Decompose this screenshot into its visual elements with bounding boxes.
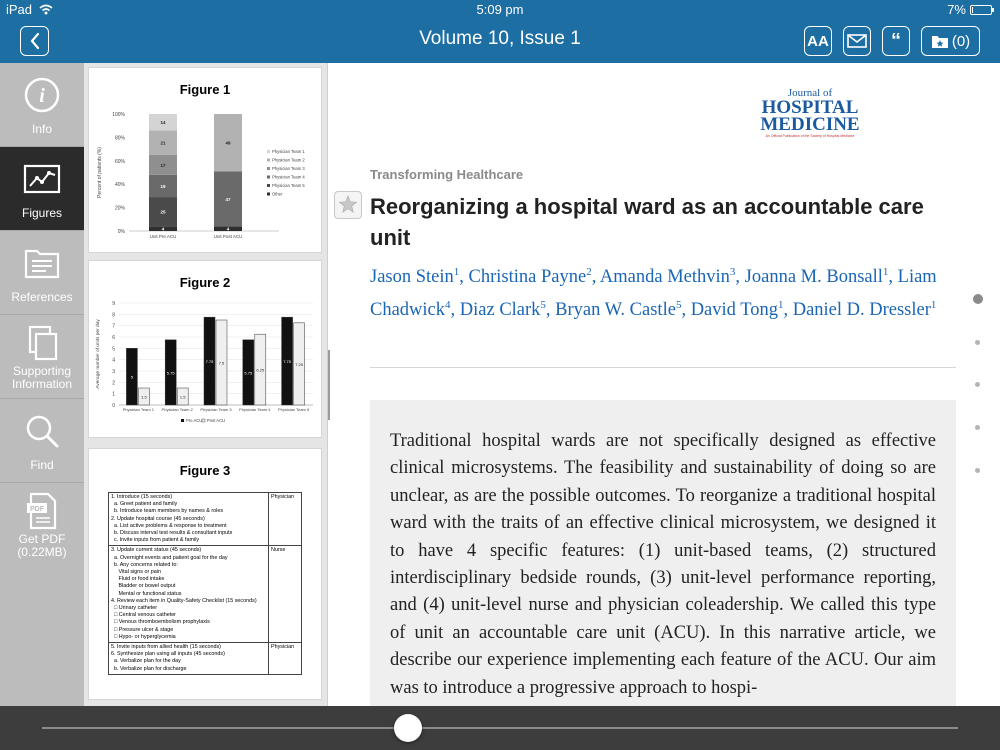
table-line: Fluid or food intake [111, 576, 165, 583]
author-affiliation: 1 [777, 298, 784, 311]
issue-title: Volume 10, Issue 1 [419, 28, 581, 49]
table-row [109, 546, 302, 643]
figure-3-thumbnail[interactable] [88, 448, 322, 700]
svg-text:i: i [39, 85, 45, 107]
y-tick-label: 9 [112, 301, 115, 307]
table-line: 5. Invite inputs from allied health (15 seconds) [111, 644, 221, 651]
data-label: 5.75 [166, 370, 175, 376]
data-label: 5.75 [244, 370, 253, 376]
table-line: Bladder or bowel output [111, 583, 176, 590]
figure-1-chart [89, 104, 321, 254]
page-dot[interactable] [975, 425, 980, 430]
x-tick-label: Unit Pre ACU [149, 234, 177, 239]
logo-line: Journal of [787, 87, 833, 99]
table-line: □ Urinary catheter [111, 605, 158, 612]
divider [370, 367, 956, 368]
x-tick-label: Physician Team 2 [161, 407, 193, 412]
table-line: a. Greet patient and family [111, 501, 178, 508]
pdf-icon [22, 491, 62, 531]
star-icon [335, 192, 361, 218]
font-size-button[interactable] [804, 26, 832, 56]
figure-1-thumbnail[interactable] [88, 67, 322, 253]
figure-2-thumbnail[interactable] [88, 260, 322, 438]
y-tick-label: 20% [114, 205, 125, 212]
y-tick-label: 5 [112, 346, 115, 353]
legend-label: Pre ACU [186, 418, 203, 423]
battery-icon [970, 5, 992, 15]
author-name[interactable]: Daniel D. Dressler$^1$ [792, 298, 937, 320]
data-label: 47 [225, 196, 231, 202]
author-name[interactable]: Liam Chadwick$^4$ [370, 267, 937, 320]
x-tick-label: Physician Team 1 [122, 407, 155, 412]
legend-label: Physician Team 1 [272, 149, 305, 154]
legend-label: Physician Team 3 [272, 166, 305, 171]
x-tick-label: Unit Post ACU [213, 234, 243, 239]
table-line: a. List active problems & response to treatment [111, 522, 227, 529]
abstract-text: Traditional hospital wards are not specifically designed as effective clinical microsystems. The feasibility and sustainability of doing so are unclear, as are the possible outcomes. To reorganize a traditional hospital ward with the traits of an effective clinical microsystem, we designed it to have 4 specific features: (1) unit-based teams, (2) structured interdisciplinary bedside rounds, (3) unit-level performance reporting, and (4) unit-level nurse and physician coleadership. We called this type of unit an accountable care unit (ACU). In this narrative article, we describe our experience implementing each feature of the ACU. Our aim was to introduce a progressive approach to hospi- [390, 431, 936, 698]
y-axis-label: Percent of patients (%) [97, 147, 103, 198]
legend-label: Other [272, 191, 283, 197]
sidebar-item-find[interactable] [0, 399, 84, 483]
legend-swatch [202, 419, 205, 422]
font-size-label: AA [807, 32, 829, 50]
table-line: b. Any concerns related to: [111, 561, 178, 568]
y-tick-label: 80% [114, 135, 125, 142]
author-affiliation: 5 [675, 298, 682, 311]
legend-swatch [267, 167, 270, 170]
page-dot[interactable] [975, 382, 980, 387]
logo-line: MEDICINE [760, 114, 860, 135]
author-name[interactable]: Joanna M. Bonsall$^1$ [744, 266, 889, 288]
legend-label: Physician Team 2 [272, 157, 305, 163]
table-line: □ Central venous catheter [111, 612, 176, 619]
author-name[interactable]: Amanda Methvin$^3$ [599, 266, 736, 288]
sidebar-item-get-pdf[interactable] [0, 483, 84, 567]
y-tick-label: 1 [112, 391, 115, 398]
info-icon [22, 75, 62, 115]
data-label: 7.5 [218, 360, 225, 366]
figure-title: Figure 2 [179, 275, 231, 290]
author-affiliation: 1 [930, 298, 937, 311]
page-dot-active[interactable] [973, 294, 983, 304]
author-name[interactable]: Christina Payne$^2$ [468, 266, 592, 288]
sidebar-item-references[interactable] [0, 231, 84, 315]
supporting-info-icon [22, 323, 62, 363]
author-affiliation: 2 [586, 266, 592, 278]
y-tick-label: 6 [112, 335, 115, 341]
table-line: □ Pressure ulcer & stage [111, 626, 174, 633]
svg-text:PDF: PDF [30, 506, 44, 513]
page-slider-track[interactable] [42, 727, 958, 729]
table-line: 1. Introduce (15 seconds) [111, 494, 173, 500]
logo-line: HOSPITAL [761, 97, 859, 118]
x-tick-label: Physician Team 5 [277, 407, 310, 412]
y-tick-label: 2 [112, 380, 115, 387]
author-name[interactable]: David Tong$^1$ [690, 298, 784, 320]
table-line: □ Hypo- or hyperglycemia [111, 633, 176, 640]
author-affiliation: 3 [729, 266, 736, 278]
table-row [109, 493, 302, 546]
role-cell: Physician [269, 643, 302, 675]
legend-label: Physician Team 4 [272, 174, 305, 180]
y-tick-label: 3 [112, 369, 115, 375]
table-line: Vital signs or pain [111, 569, 161, 576]
author-name[interactable]: Diaz Clark$^5$ [459, 298, 546, 320]
legend-swatch [267, 184, 270, 187]
quote-icon: “ [891, 29, 901, 52]
table-line: b. Verbalize plan for discharge [111, 665, 187, 672]
figure-thumbnails [84, 63, 328, 706]
status-time: 5:09 pm [476, 2, 524, 17]
table-line: 6. Synthesize plan using all inputs (45 seconds) [111, 651, 225, 658]
data-label: 6.25 [256, 367, 265, 373]
author-affiliation: 4 [445, 298, 451, 311]
table-line: □ Venous thromboembolism prophylaxis [111, 619, 210, 626]
data-label: 25 [160, 209, 166, 215]
data-label: 21 [160, 140, 166, 146]
y-tick-label: 0% [117, 229, 125, 235]
legend-swatch [267, 193, 270, 196]
article-view [330, 63, 1000, 706]
y-tick-label: 4 [112, 357, 115, 364]
sidebar-item-supporting-information[interactable] [0, 315, 84, 399]
table-line: a. Verbalize plan for the day [111, 658, 181, 665]
legend-swatch [181, 419, 184, 422]
data-label: 1.5 [141, 394, 147, 400]
status-bar [0, 0, 1000, 20]
journal-logo [760, 87, 860, 139]
data-label: 4 [226, 226, 230, 232]
sidebar-label: Get PDF (0.22MB) [17, 532, 67, 559]
nav-bar [0, 20, 1000, 63]
table-row [109, 643, 302, 675]
data-label: 4 [161, 226, 165, 232]
folder-star-icon [931, 34, 949, 49]
data-label: 7.75 [283, 359, 291, 365]
table-line: c. Invite inputs from patient & family [111, 537, 200, 544]
sidebar [0, 63, 84, 706]
figure-title: Figure 3 [179, 463, 231, 478]
author-name[interactable]: Jason Stein$^1$ [370, 266, 460, 288]
sidebar-label: Supporting Information [11, 364, 73, 391]
y-tick-label: 60% [114, 158, 125, 165]
table-line: 4. Review each item in Quality-Safety Checklist (15 seconds) [111, 597, 257, 604]
x-tick-label: Physician Team 3 [200, 407, 232, 412]
table-cell [109, 546, 269, 643]
article-title: Reorganizing a hospital ward as an accountable care unit [370, 194, 924, 250]
page-dot[interactable] [975, 468, 980, 473]
sidebar-label: Info [31, 122, 52, 136]
sidebar-item-info[interactable] [0, 63, 84, 147]
author-affiliation: 1 [453, 266, 460, 278]
table-cell [109, 643, 269, 675]
author-list: Jason Stein$^1$, Christina Payne$^2$, Amanda Methvin$^3$, Joanna M. Bonsall$^1$, Liam Chadwick$^4$, Diaz Clark$^5$, Bryan W. Castle$^5$, David Tong$^1$, Daniel D. Dressler$^1$ [370, 266, 937, 320]
search-icon [22, 411, 62, 451]
y-tick-label: 8 [112, 312, 115, 319]
rounds-script-table [108, 492, 302, 675]
author-name[interactable]: Bryan W. Castle$^5$ [555, 298, 682, 320]
table-line: Mental or functional status [111, 590, 182, 597]
y-tick-label: 100% [112, 112, 125, 118]
section-label: Transforming Healthcare [370, 167, 524, 182]
data-label: 19 [160, 183, 166, 189]
device-name: iPad [6, 2, 33, 17]
page-slider-bar [0, 706, 1000, 750]
envelope-icon [847, 34, 867, 48]
figure-title: Figure 1 [179, 82, 231, 97]
table-cell [109, 493, 269, 546]
role-cell: Physician [269, 493, 302, 546]
references-icon [22, 243, 62, 283]
sidebar-item-figures[interactable] [0, 147, 84, 231]
x-tick-label: Physician Team 4 [239, 407, 271, 412]
legend-label: Post ACU [207, 418, 226, 423]
data-label: 49 [225, 140, 231, 146]
legend-swatch [267, 150, 270, 153]
legend-swatch [267, 176, 270, 179]
battery-percent: 7% [947, 2, 966, 17]
table-line: 2. Update hospital course (45 seconds) [111, 515, 205, 522]
legend-label: Physician Team 5 [272, 183, 305, 188]
table-line: b. Discuss interval test results & consultant inputs [111, 530, 233, 537]
role-cell: Nurse [269, 546, 302, 643]
y-axis-label: Average number of units per day [96, 319, 101, 389]
data-label: 7.75 [205, 359, 214, 365]
legend-swatch [267, 159, 270, 162]
logo-tagline: An Official Publication of the Society of Hospital Medicine [765, 134, 855, 138]
data-label: 1.5 [179, 394, 186, 400]
y-tick-label: 40% [114, 182, 125, 189]
table-line: b. Introduce team members by names & roles [111, 508, 224, 515]
y-tick-label: 0 [112, 403, 115, 409]
saved-folder-button[interactable] [921, 26, 980, 56]
data-label: 7.25 [295, 361, 303, 367]
sidebar-label: Find [30, 458, 54, 472]
sidebar-label: References [11, 290, 73, 304]
data-label: 14 [160, 120, 166, 126]
cite-button[interactable] [882, 26, 910, 56]
favorite-button[interactable] [334, 191, 362, 219]
y-tick-label: 7 [112, 323, 115, 330]
status-right [947, 2, 992, 17]
email-button[interactable] [843, 26, 871, 56]
figure-2-chart [89, 295, 321, 435]
abstract-box [370, 400, 956, 706]
data-label: 17 [160, 162, 166, 168]
table-line: a. Overnight events and patient goal for the day [111, 554, 228, 561]
data-label: 5 [130, 374, 134, 380]
sidebar-label: Figures [21, 206, 62, 220]
figures-icon [22, 159, 62, 199]
author-affiliation: 1 [882, 266, 889, 278]
author-affiliation: 5 [540, 298, 546, 311]
page-slider-knob[interactable] [394, 714, 422, 742]
page-dot[interactable] [975, 340, 980, 345]
table-line: 3. Update current status (45 seconds) [111, 547, 202, 554]
saved-count: (0) [951, 32, 971, 50]
